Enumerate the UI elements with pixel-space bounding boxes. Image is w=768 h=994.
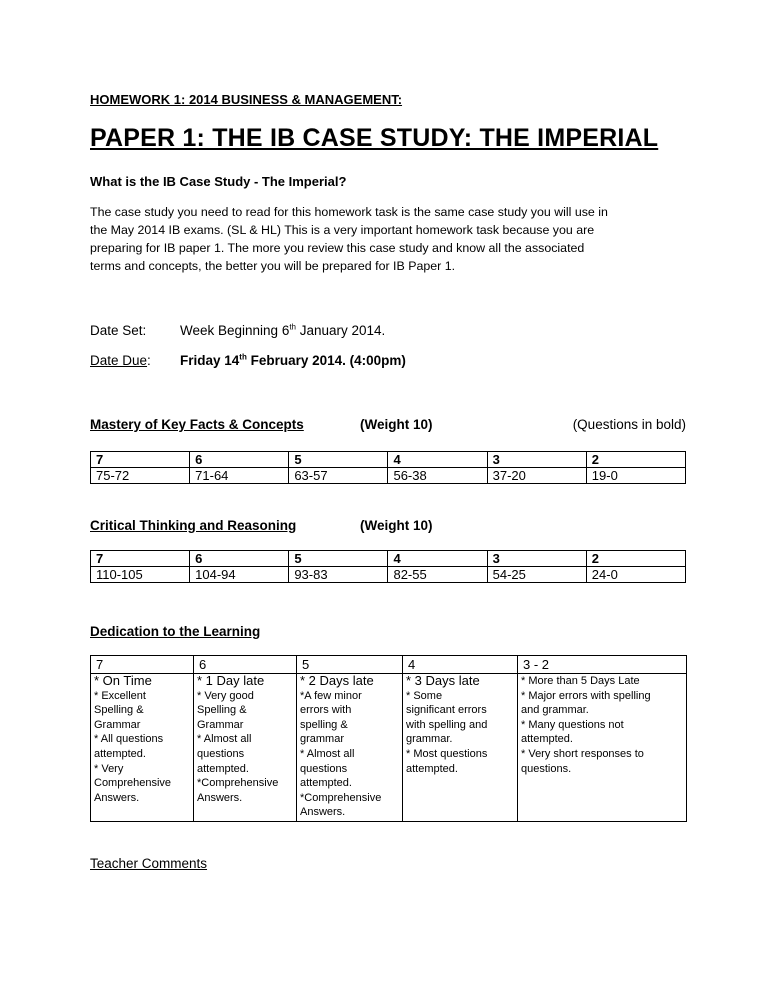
range-cell: 24-0 (586, 567, 685, 583)
criteria-line: Spelling & (94, 704, 144, 717)
mastery-weight: (Weight 10) (360, 417, 433, 432)
criteria-line: errors with (300, 704, 352, 717)
criteria-line: attempted. (300, 777, 352, 790)
table-row (91, 468, 686, 484)
range-cell: 37-20 (487, 468, 586, 484)
criteria-line: * Excellent (94, 689, 146, 702)
criteria-line: grammar. (406, 733, 453, 746)
date-due-label-text: Date Due (90, 352, 148, 368)
grade-cell: 5 (289, 551, 388, 567)
criteria-line: * All questions (94, 733, 164, 746)
range-cell: 75-72 (91, 468, 190, 484)
criteria-line: attempted. (94, 747, 146, 760)
criteria-line: with spelling and (406, 718, 488, 731)
grade-cell: 7 (91, 452, 190, 468)
grade-cell: 5 (297, 656, 403, 674)
criteria-cell (194, 674, 297, 822)
criteria-line: * Most questions (406, 747, 488, 760)
grade-cell: 4 (403, 656, 518, 674)
criteria-line: Grammar (197, 718, 244, 731)
intro-line: preparing for IB paper 1. The more you review this case study and know all the associated (90, 241, 585, 255)
critical-weight: (Weight 10) (360, 518, 433, 533)
table-row (91, 551, 686, 567)
date-due-value (180, 353, 406, 368)
range-cell: 54-25 (487, 567, 586, 583)
criteria-line: significant errors (406, 704, 487, 717)
criteria-cell (518, 674, 687, 822)
criteria-line: * Almost all (300, 747, 355, 760)
grade-cell: 5 (289, 452, 388, 468)
date-set-row (90, 322, 385, 338)
criteria-line: * Many questions not (521, 718, 624, 731)
criteria-lead: * 3 Days late (406, 673, 480, 688)
date-due-label (90, 353, 180, 368)
criteria-line: * Very good (197, 689, 254, 702)
table-row (91, 567, 686, 583)
criteria-line: questions. (521, 762, 572, 775)
dedication-title: Dedication to the Learning (90, 624, 261, 639)
paper-title: PAPER 1: THE IB CASE STUDY: THE IMPERIAL (90, 124, 659, 152)
range-cell: 104-94 (190, 567, 289, 583)
criteria-line: Grammar (94, 718, 141, 731)
mastery-table (90, 451, 686, 484)
criteria-line: spelling & (300, 718, 348, 731)
dedication-heading (90, 624, 686, 639)
criteria-line: attempted. (197, 762, 249, 775)
criteria-line: Answers. (300, 806, 346, 819)
criteria-line: * Major errors with spelling (521, 689, 651, 702)
criteria-line: * Almost all (197, 733, 252, 746)
date-set-value-rest: January 2014. (296, 322, 386, 338)
criteria-cell (297, 674, 403, 822)
range-cell: 56-38 (388, 468, 487, 484)
grade-cell: 6 (190, 551, 289, 567)
date-set-label: Date Set: (90, 322, 147, 338)
date-due-value-sup: th (239, 352, 247, 361)
criteria-lead: * 2 Days late (300, 673, 374, 688)
grade-cell: 3 (487, 452, 586, 468)
criteria-line: questions (300, 762, 348, 775)
range-cell: 19-0 (586, 468, 685, 484)
grade-cell: 6 (190, 452, 289, 468)
case-study-question: What is the IB Case Study - The Imperial? (90, 174, 347, 189)
criteria-lead: * 1 Day late (197, 673, 265, 688)
grade-cell: 2 (586, 551, 685, 567)
intro-line: The case study you need to read for this homework task is the same case study you will use in (90, 205, 608, 219)
grade-cell: 4 (388, 452, 487, 468)
mastery-title: Mastery of Key Facts & Concepts (90, 417, 304, 432)
grade-cell: 2 (586, 452, 685, 468)
criteria-line: * More than 5 Days Late (521, 675, 640, 687)
grade-cell: 4 (388, 551, 487, 567)
criteria-line: Spelling & (197, 704, 247, 717)
criteria-line: * Very short responses to (521, 747, 644, 760)
intro-paragraph (90, 203, 686, 275)
criteria-line: grammar (300, 733, 345, 746)
mastery-note: (Questions in bold) (572, 417, 686, 432)
date-due-colon: : (147, 352, 151, 368)
criteria-line: * Very (94, 762, 124, 775)
homework-title: HOMEWORK 1: 2014 BUSINESS & MANAGEMENT: (90, 92, 403, 107)
criteria-line: and grammar. (521, 704, 589, 717)
criteria-line: * Some (406, 689, 443, 702)
table-row (91, 656, 687, 674)
grade-cell: 3 (487, 551, 586, 567)
critical-table (90, 550, 686, 583)
criteria-cell (91, 674, 194, 822)
range-cell: 71-64 (190, 468, 289, 484)
date-due-value-text: Friday 14 (180, 352, 240, 368)
date-due-row (90, 352, 406, 368)
criteria-line: Answers. (94, 791, 140, 804)
criteria-line: questions (197, 747, 245, 760)
table-row (91, 452, 686, 468)
grade-cell: 7 (91, 656, 194, 674)
table-row (91, 674, 687, 822)
criteria-line: Comprehensive (94, 777, 172, 790)
criteria-line: Answers. (197, 791, 243, 804)
criteria-line: *A few minor (300, 689, 362, 702)
teacher-comments-heading: Teacher Comments (90, 856, 208, 871)
date-set-value-text: Week Beginning 6 (180, 322, 290, 338)
range-cell: 63-57 (289, 468, 388, 484)
grade-cell: 7 (91, 551, 190, 567)
date-due-value-rest: February 2014. (4:00pm) (246, 352, 406, 368)
criteria-line: *Comprehensive (197, 777, 279, 790)
critical-title: Critical Thinking and Reasoning (90, 518, 297, 533)
range-cell: 93-83 (289, 567, 388, 583)
range-cell: 110-105 (91, 567, 190, 583)
intro-line: terms and concepts, the better you will be prepared for IB Paper 1. (90, 259, 456, 273)
mastery-heading (90, 417, 686, 432)
criteria-lead: * On Time (94, 673, 152, 688)
dedication-table (90, 655, 687, 822)
range-cell: 82-55 (388, 567, 487, 583)
date-set-value-sup: th (289, 322, 296, 331)
criteria-line: *Comprehensive (300, 791, 382, 804)
date-set-value (180, 323, 385, 338)
criteria-line: attempted. (521, 733, 573, 746)
critical-heading (90, 518, 686, 533)
criteria-cell (403, 674, 518, 822)
grade-cell: 6 (194, 656, 297, 674)
intro-line: the May 2014 IB exams. (SL & HL) This is a very important homework task because you are (90, 223, 595, 237)
grade-cell: 3 - 2 (518, 656, 687, 674)
criteria-line: attempted. (406, 762, 458, 775)
